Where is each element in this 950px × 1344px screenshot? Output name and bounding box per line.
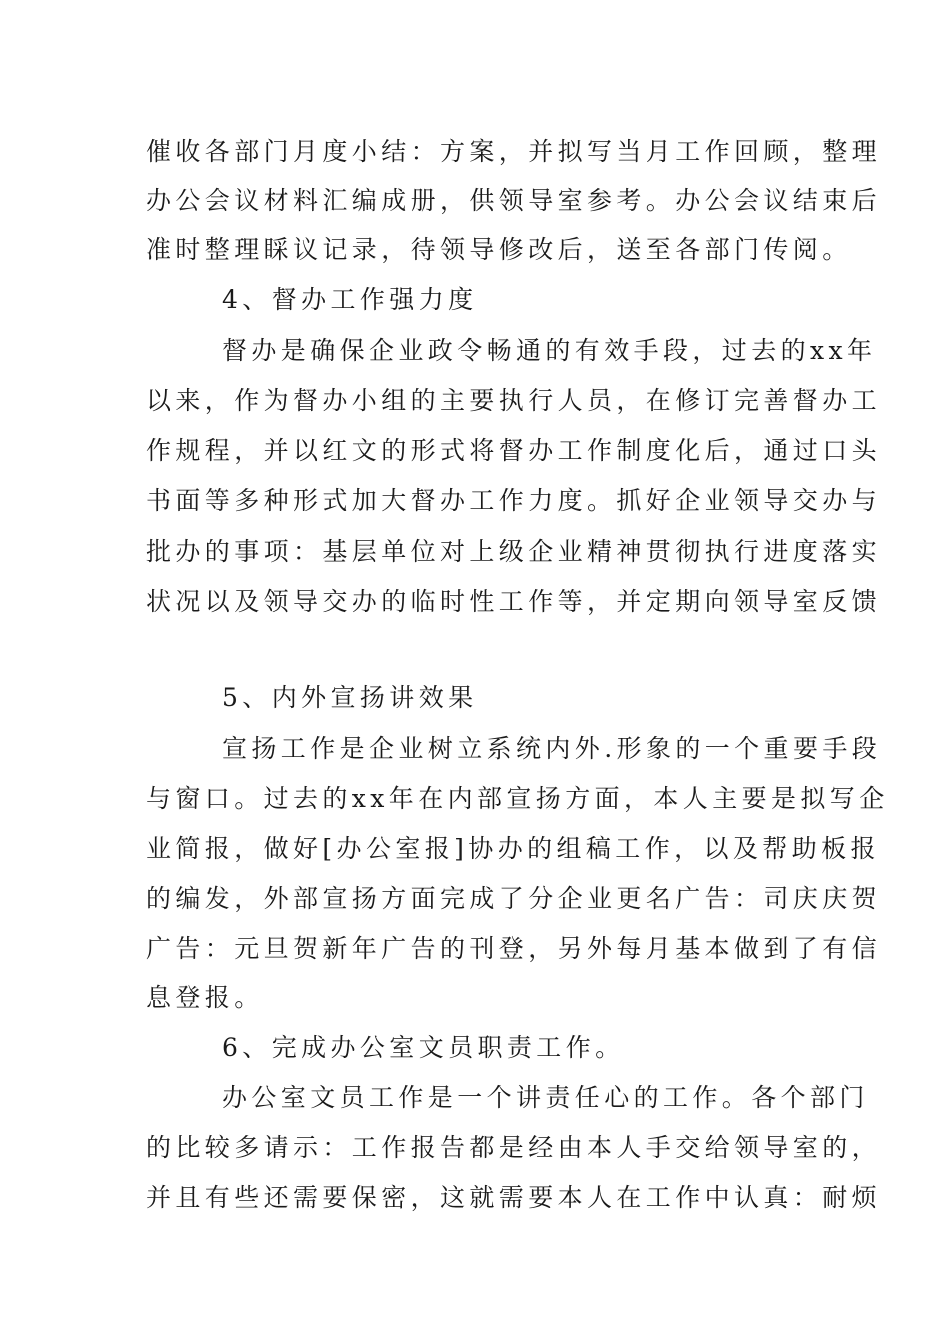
paragraph-line: 书面等多种形式加大督办工作力度。抓好企业领导交办与 (146, 486, 882, 515)
paragraph-line: 办公室文员工作是一个讲责任心的工作。各个部门 (222, 1083, 869, 1112)
paragraph-line: 广告：元旦贺新年广告的刊登，另外每月基本做到了有信 (146, 934, 882, 963)
paragraph-line: 宣扬工作是企业树立系统内外.形象的一个重要手段 (222, 734, 882, 763)
paragraph-line: 催收各部门月度小结：方案，并拟写当月工作回顾，整理 (146, 137, 882, 166)
paragraph-line: 并且有些还需要保密，这就需要本人在工作中认真：耐烦 (146, 1183, 882, 1212)
paragraph-line: 办公会议材料汇编成册，供领导室参考。办公会议结束后 (146, 186, 882, 215)
section-heading: 4、督办工作强力度 (222, 285, 478, 314)
paragraph-line: 的比较多请示：工作报告都是经由本人手交给领导室的， (146, 1133, 882, 1162)
section-heading: 6、完成办公室文员职责工作。 (222, 1033, 625, 1062)
paragraph-line: 作规程，并以红文的形式将督办工作制度化后，通过口头 (146, 436, 882, 465)
paragraph-line: 的编发，外部宣扬方面完成了分企业更名广告：司庆庆贺 (146, 884, 882, 913)
paragraph-line: 与窗口。过去的xx年在内部宣扬方面，本人主要是拟写企 (146, 784, 889, 813)
section-heading: 5、内外宣扬讲效果 (222, 683, 478, 712)
paragraph-line: 以来，作为督办小组的主要执行人员，在修订完善督办工 (146, 386, 882, 415)
paragraph-line: 业简报，做好[办公室报]协办的组稿工作，以及帮助板报 (146, 834, 880, 863)
paragraph-line: 督办是确保企业政令畅通的有效手段，过去的xx年 (222, 336, 877, 365)
paragraph-line: 批办的事项：基层单位对上级企业精神贯彻执行进度落实 (146, 537, 882, 566)
paragraph-line: 状况以及领导交办的临时性工作等，并定期向领导室反馈 (146, 587, 882, 616)
paragraph-line: 准时整理睬议记录，待领导修改后，送至各部门传阅。 (146, 235, 852, 264)
paragraph-line: 息登报。 (146, 983, 264, 1012)
